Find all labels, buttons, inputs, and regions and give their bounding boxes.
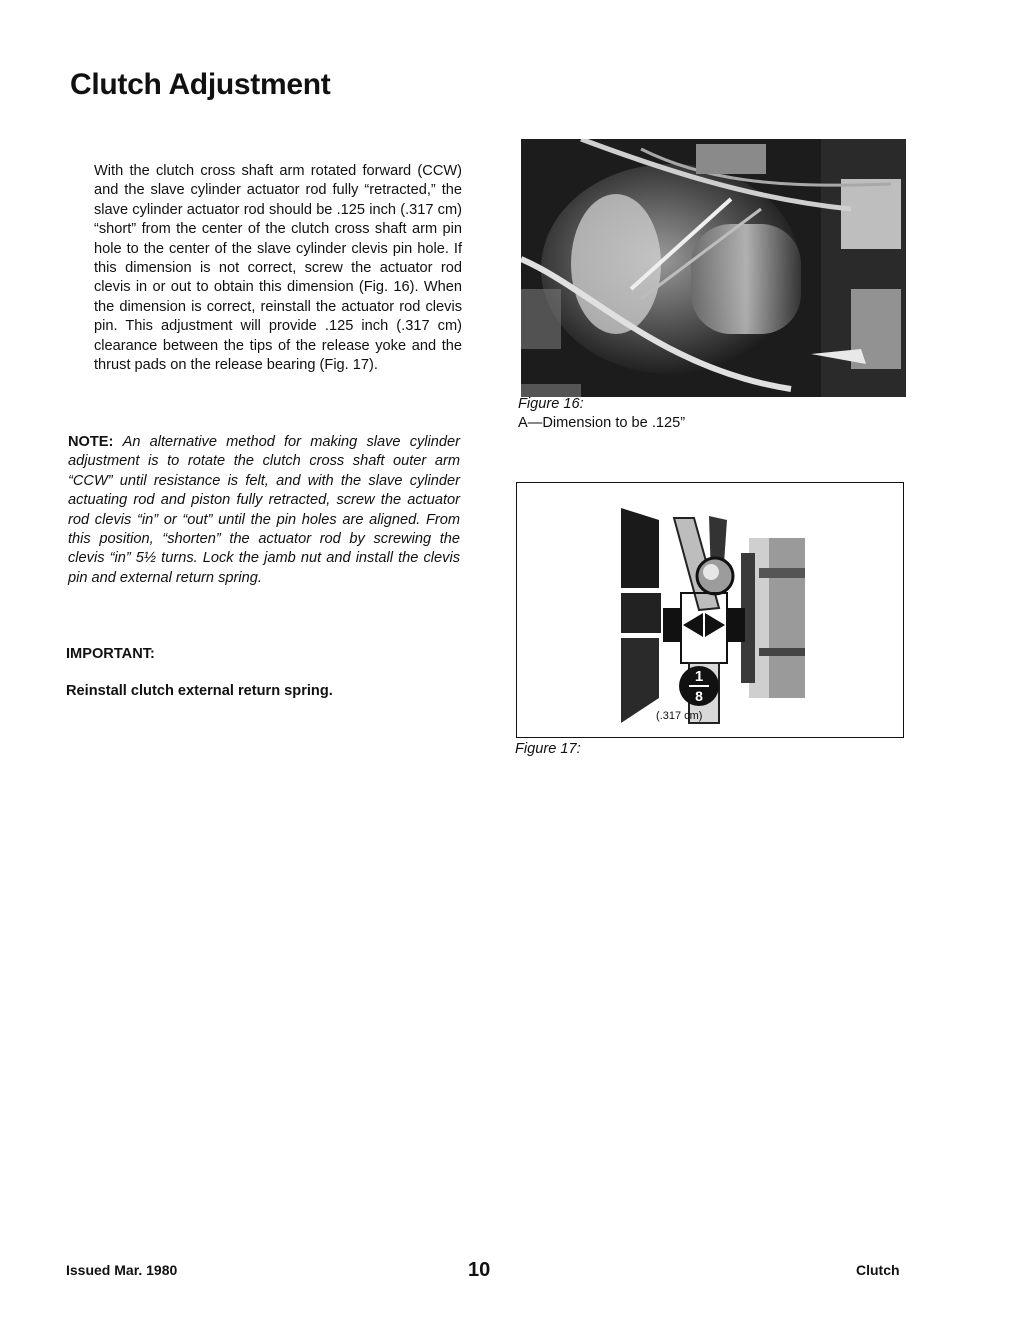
- note-text: An alternative method for making slave cylinder adjustment is to rotate the clutch cross shaft outer arm “CCW” until resistance is felt, and with the slave cylinder actuating rod and piston fully retracted, screw the actuator rod clevis “in” or “out” until the pin holes are aligned. From this position, “shorten” the actuator rod by screwing the clevis “in” 5½ turns. Lock the jamb nut and install the clevis pin and external return spring.: [68, 434, 460, 586]
- figure-16-subcaption: A—Dimension to be .125”: [518, 415, 686, 431]
- figure-17-caption: Figure 17:: [515, 741, 581, 757]
- footer-page-number: 10: [468, 1259, 491, 1281]
- footer-section: Clutch: [856, 1262, 900, 1278]
- figure-17-frame: [516, 482, 904, 738]
- footer-issue-date: Issued Mar. 1980: [66, 1262, 178, 1278]
- page-title: Clutch Adjustment: [70, 68, 331, 101]
- dimension-badge-numerator: 1: [694, 668, 704, 685]
- figure-16-photo: [521, 139, 906, 397]
- release-yoke-clearance-graphic: [619, 498, 805, 730]
- dimension-badge-denominator: 8: [695, 688, 703, 704]
- important-text: Reinstall clutch external return spring.: [66, 683, 333, 699]
- important-heading: IMPORTANT:: [66, 646, 155, 662]
- note-paragraph: [68, 433, 460, 588]
- adjustment-paragraph: With the clutch cross shaft arm rotated forward (CCW) and the slave cylinder actuator rod fully “retracted,” the slave cylinder actuator rod should be .125 inch (.317 cm) “short” from the center of the clutch cross shaft arm pin hole to the center of the slave cylinder clevis pin hole. If this dimension is not correct, screw the actuator rod clevis in or out to obtain this dimension (Fig. 16). When the dimension is correct, reinstall the actuator rod clevis pin. This adjustment will provide .125 inch (.317 cm) clearance between the tips of the release yoke and the thrust pads on the release bearing (Fig. 17).: [94, 163, 462, 374]
- note-label: NOTE:: [68, 434, 114, 450]
- dimension-label: (.317 cm): [656, 710, 703, 722]
- clutch-assembly-photo-graphic: [521, 139, 906, 397]
- figure-16-caption: Figure 16:: [518, 396, 584, 412]
